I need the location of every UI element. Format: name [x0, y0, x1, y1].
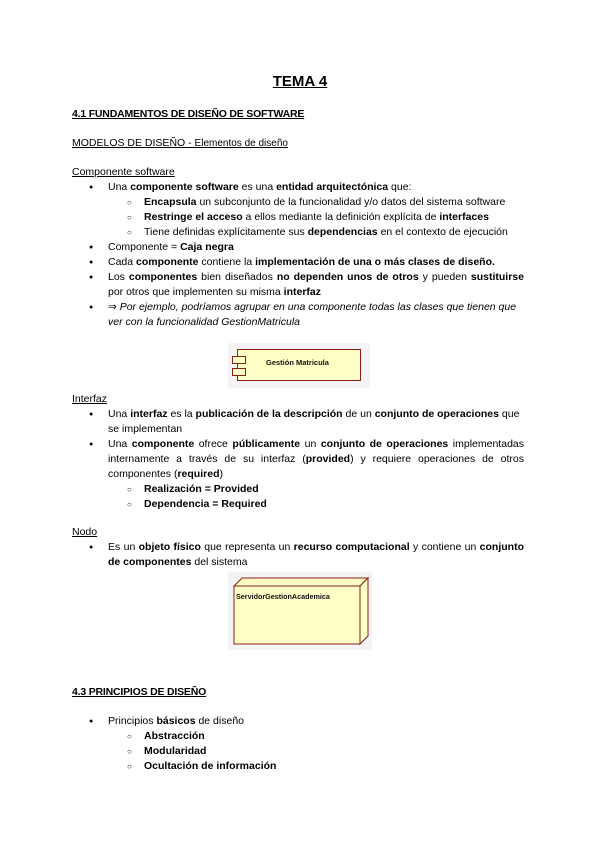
component-diagram — [228, 343, 370, 388]
sub-list-item: ○ Encapsula un subconjunto de la funcionalidad y/o datos del sistema software — [72, 195, 524, 210]
node-shape — [228, 572, 372, 650]
interfaz-list — [72, 407, 524, 512]
list-item: ● Cada componente contiene la implementación de una o más clases de diseño. — [72, 255, 524, 270]
interfaz-heading: Interfaz — [72, 393, 108, 405]
componente-list — [72, 180, 524, 330]
sub-list-item: ○ Modularidad — [72, 744, 524, 759]
sub-list-item: ○ Abstracción — [72, 729, 524, 744]
modelos-heading-sep: - — [185, 137, 195, 149]
principios-list — [72, 714, 524, 774]
page-title: TEMA 4 — [272, 73, 328, 90]
list-item: ● Una interfaz es la publicación de la descripción de un conjunto de operaciones que se implementan — [72, 407, 524, 437]
sub-list-item: ○ Realización = Provided — [72, 482, 524, 497]
sub-list-item: ○ Ocultación de información — [72, 759, 524, 774]
sub-list-item: ○ Dependencia = Required — [72, 497, 524, 512]
nodo-heading: Nodo — [72, 526, 98, 538]
modelos-heading-main: MODELOS DE DISEÑO — [72, 137, 186, 149]
section-heading-4-3: 4.3 PRINCIPIOS DE DISEÑO — [72, 686, 207, 698]
sub-list-item: ○ Restringe el acceso a ellos mediante la definición explícita de interfaces — [72, 210, 524, 225]
modelos-heading-sub: Elementos de diseño — [194, 138, 288, 149]
component-label: Gestión Matricula — [266, 358, 329, 367]
component-port-bottom — [232, 368, 246, 376]
componente-heading: Componente software — [72, 166, 175, 178]
section-heading-4-1: 4.1 FUNDAMENTOS DE DISEÑO DE SOFTWARE — [72, 108, 305, 120]
list-item: ● Componente = Caja negra — [72, 240, 524, 255]
list-item: ● Los componentes bien diseñados no dependen unos de otros y pueden sustituirse por otros que implementen su misma interfaz — [72, 270, 524, 300]
node-label: ServidorGestionAcademica — [236, 592, 330, 601]
sub-list-item: ○ Tiene definidas explícitamente sus dependencias en el contexto de ejecución — [72, 225, 524, 240]
component-port-top — [232, 356, 246, 364]
node-diagram — [228, 572, 372, 650]
list-item: ● ⇒ Por ejemplo, podríamos agrupar en una componente todas las clases que tienen que ver con la funcionalidad GestionMatricula — [72, 300, 524, 330]
nodo-list — [72, 540, 524, 570]
list-item: ● Una componente software es una entidad arquitectónica que: — [72, 180, 524, 195]
modelos-heading — [72, 136, 524, 151]
list-item: ● Una componente ofrece públicamente un conjunto de operaciones implementadas internamente a través de su interfaz (provided) y requiere operaciones de otros componentes (required) — [72, 437, 524, 482]
list-item: ● Es un objeto físico que representa un recurso computacional y contiene un conjunto de componentes del sistema — [72, 540, 524, 570]
list-item: ● Principios básicos de diseño — [72, 714, 524, 729]
